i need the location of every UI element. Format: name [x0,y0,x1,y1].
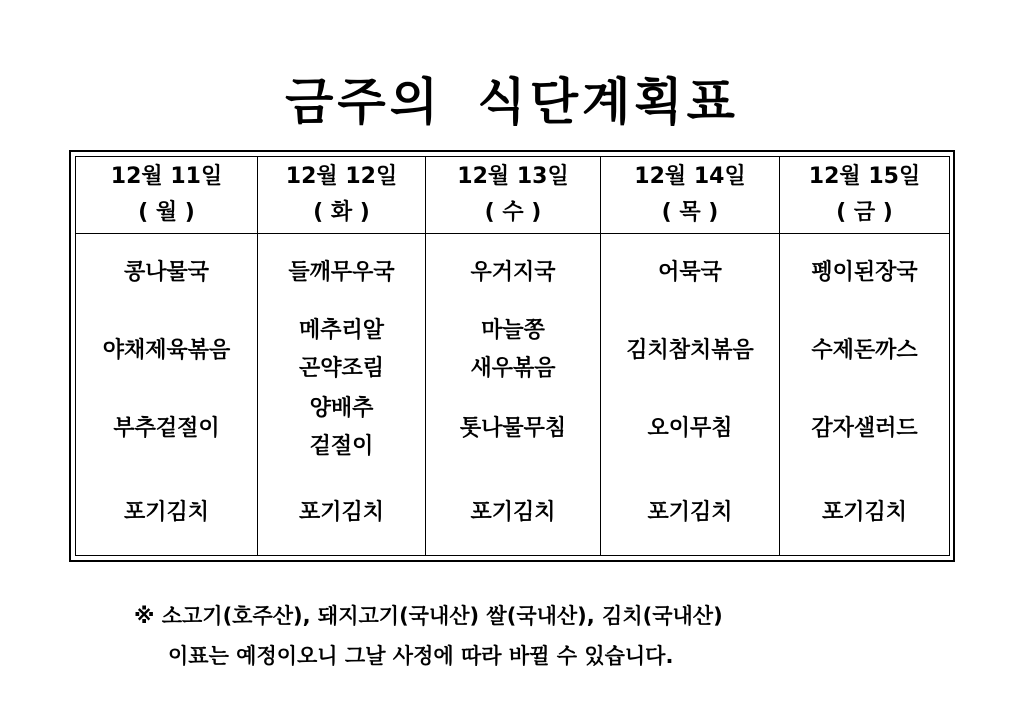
menu-item: 포기김치 [647,500,733,525]
menu-item: 들깨무우국 [288,260,395,285]
menu-item: 김치참치볶음 [626,338,754,363]
date-label: 12월 14일 [634,164,746,189]
day-header [258,157,426,234]
date-label: 12월 13일 [457,164,569,189]
day-header [780,157,950,234]
menu-item: 톳나물무침 [459,416,567,441]
menu-item: 새우볶음 [470,356,556,381]
header-row [76,157,950,234]
weekday-label: ( 월 ) [138,200,195,225]
menu-item: 수제돈까스 [811,338,918,363]
menu-item: 콩나물국 [123,260,209,285]
menu-item: 오이무침 [647,416,733,441]
page-title: 금주의 식단계획표 [285,73,739,131]
date-label: 12월 12일 [285,164,398,189]
menu-cell [258,234,426,556]
weekday-label: ( 금 ) [836,200,893,225]
menu-cell [601,234,780,556]
menu-item: 우거지국 [470,260,556,285]
day-header [426,157,601,234]
menu-item: 겉절이 [309,434,374,459]
menu-item: 포기김치 [123,500,209,525]
menu-item: 야채제육볶음 [102,338,231,363]
menu-cell [780,234,950,556]
weekday-label: ( 목 ) [661,200,719,225]
menu-row [76,234,950,556]
menu-item: 펭이된장국 [811,260,918,285]
menu-item: 메추리알 [298,318,384,343]
date-label: 12월 11일 [110,164,223,189]
menu-item: 양배추 [309,396,374,421]
date-label: 12월 15일 [808,164,921,189]
menu-table [75,156,950,556]
day-header [601,157,780,234]
menu-cell [76,234,258,556]
menu-item: 포기김치 [470,500,556,525]
menu-table-frame [69,150,955,562]
menu-item: 부추겉절이 [113,416,220,441]
menu-item: 곤약조림 [298,356,384,381]
weekday-label: ( 화 ) [313,200,370,225]
menu-item: 포기김치 [298,500,384,525]
menu-item: 어묵국 [658,260,722,285]
menu-item: 감자샐러드 [811,416,918,441]
disclaimer-note: 이표는 예정이오니 그날 사정에 따라 바뀔 수 있습니다. [168,644,674,668]
menu-item: 마늘쫑 [481,318,545,343]
day-header [76,157,258,234]
notes [134,596,723,676]
origin-note: ※ 소고기(호주산), 돼지고기(국내산) 쌀(국내산), 김치(국내산) [134,604,723,628]
menu-item: 포기김치 [821,500,907,525]
weekday-label: ( 수 ) [484,200,542,225]
menu-cell [426,234,601,556]
